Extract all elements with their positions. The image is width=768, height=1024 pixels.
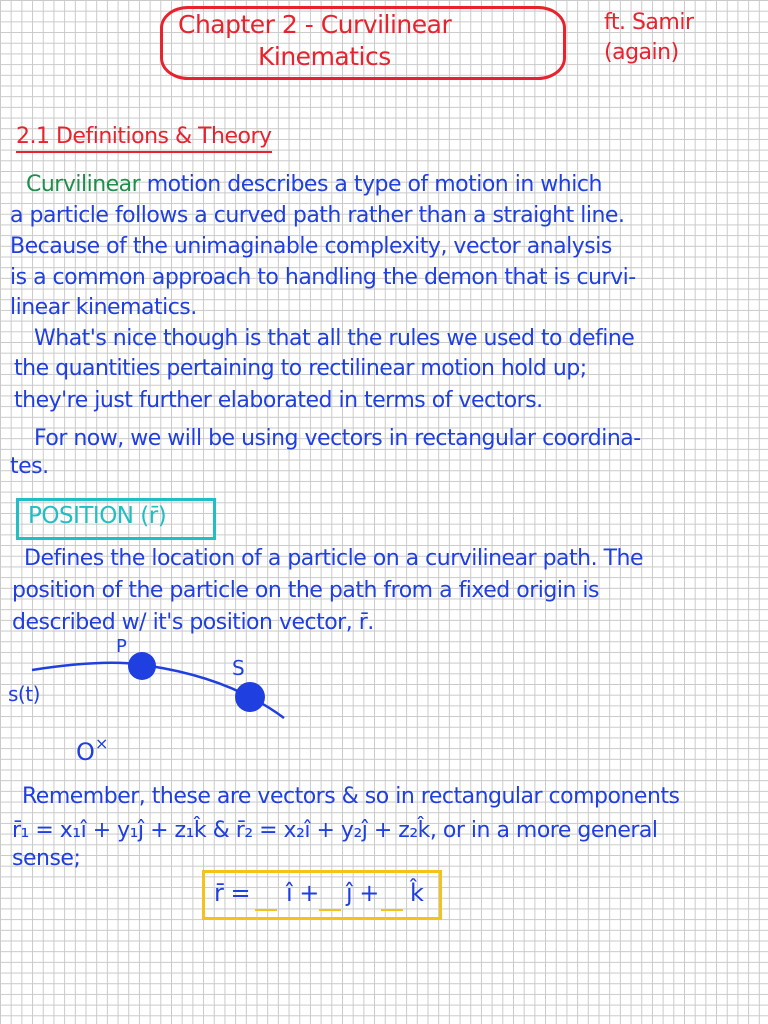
path-label: s(t) bbox=[8, 682, 40, 706]
components-line1: Remember, these are vectors & so in rectangular components bbox=[22, 784, 680, 809]
p2-line2: the quantities pertaining to rectilinear motion hold up; bbox=[14, 356, 587, 381]
p3-line1: For now, we will be using vectors in rectangular coordina- bbox=[34, 426, 641, 451]
components-line3: sense; bbox=[12, 846, 81, 871]
intro-line3: Because of the unimaginable complexity, vector analysis bbox=[10, 234, 612, 259]
components-line2: r̄₁ = x₁î + y₁ĵ + z₁k̂ & r̄₂ = x₂î + y₂ĵ + z₂k̂, or in a more general bbox=[12, 818, 658, 843]
position-label: POSITION (r̄) bbox=[28, 503, 167, 529]
formula-blanks bbox=[255, 906, 405, 914]
intro-line2: a particle follows a curved path rather than a straight line. bbox=[10, 203, 625, 228]
point-s-label: S bbox=[232, 656, 245, 680]
formula-j: ĵ + bbox=[346, 879, 379, 907]
p2-line1: What's nice though is that all the rules we used to define bbox=[34, 326, 635, 351]
curved-path-diagram bbox=[0, 630, 320, 770]
origin-mark: × bbox=[95, 734, 108, 753]
formula-i: î + bbox=[286, 879, 319, 907]
author-line2: (again) bbox=[604, 40, 679, 65]
formula-k: k̂ bbox=[410, 879, 424, 907]
intro-line1 bbox=[26, 172, 602, 198]
position-def-line3: described w/ it's position vector, r̄. bbox=[12, 610, 374, 635]
author-line1: ft. Samir bbox=[604, 10, 694, 35]
position-def-line2: position of the particle on the path from a fixed origin is bbox=[12, 578, 599, 603]
curvilinear-highlight: Curvilinear bbox=[26, 172, 141, 197]
intro-line5: linear kinematics. bbox=[10, 295, 197, 320]
chapter-title-line1: Chapter 2 - Curvilinear bbox=[178, 10, 452, 39]
section-heading: 2.1 Definitions & Theory bbox=[16, 124, 272, 153]
p2-line3: they're just further elaborated in terms of vectors. bbox=[14, 388, 543, 413]
intro-line4: is a common approach to handling the demon that is curvi- bbox=[10, 265, 636, 290]
point-s-dot bbox=[235, 682, 265, 712]
origin-label: O bbox=[76, 738, 95, 766]
point-p-dot bbox=[128, 652, 156, 680]
chapter-title-line2: Kinematics bbox=[258, 42, 391, 71]
formula-r: r̄ = bbox=[214, 879, 251, 907]
intro-line1-rest: motion describes a type of motion in which bbox=[140, 172, 602, 197]
p3-line2: tes. bbox=[10, 454, 49, 479]
position-def-line1: Defines the location of a particle on a curvilinear path. The bbox=[24, 546, 644, 571]
point-p-label: P bbox=[116, 636, 127, 657]
